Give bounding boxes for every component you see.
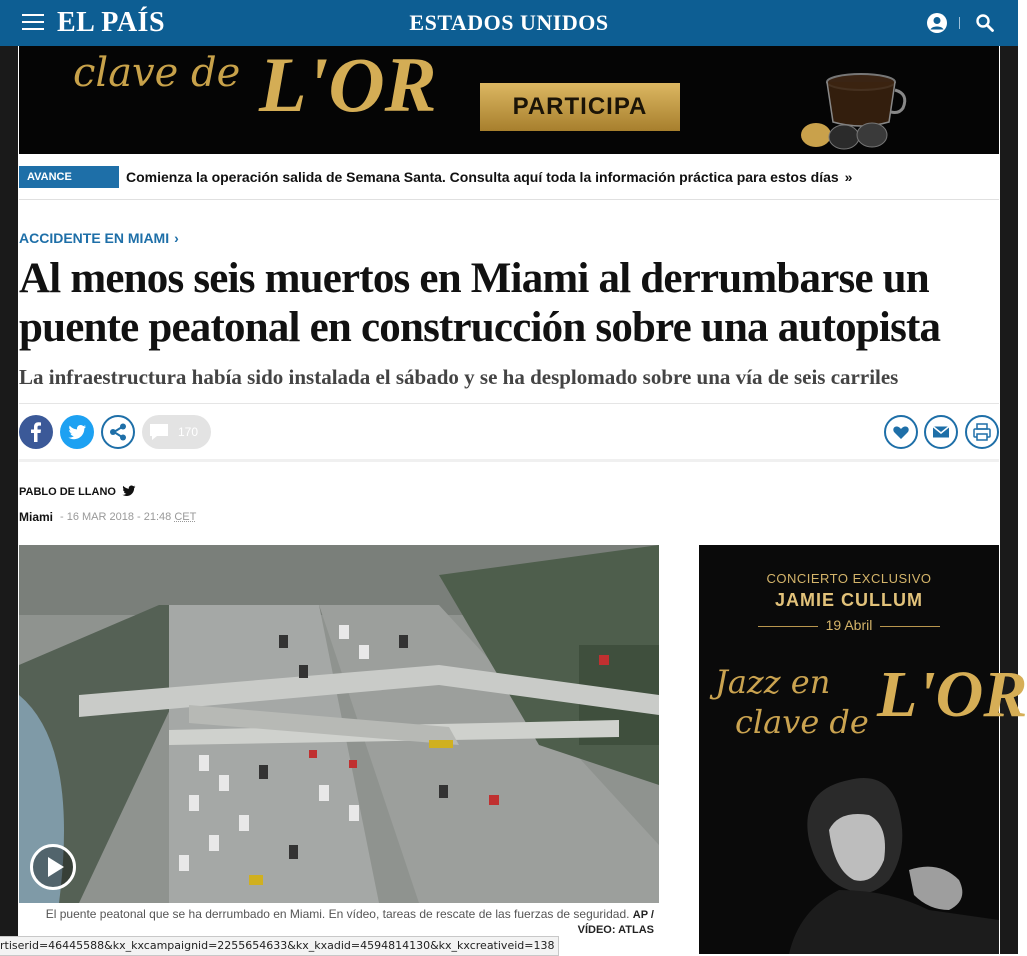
publish-date [60, 511, 196, 523]
user-icon[interactable] [926, 12, 948, 34]
print-button[interactable] [965, 415, 999, 449]
ad-script-line-1: Jazz en [715, 663, 831, 701]
menu-icon[interactable] [22, 14, 44, 32]
article-video[interactable] [19, 545, 659, 903]
coffee-capsules-icon [794, 111, 894, 151]
email-button[interactable] [924, 415, 958, 449]
avance-text: Comienza la operación salida de Semana Santa. Consulta aquí toda la información práctica para estos días [126, 169, 839, 185]
mail-icon [926, 417, 956, 447]
left-background [0, 46, 18, 954]
ad-brand-logo: L'OR [259, 41, 437, 128]
right-background [1000, 46, 1018, 954]
facebook-icon [19, 415, 53, 449]
search-icon[interactable] [974, 12, 996, 34]
caption-text: El puente peatonal que se ha derrumbado en Miami. En vídeo, tareas de rescate de las fuerzas de seguridad. [45, 907, 630, 921]
participa-button[interactable]: PARTICIPA [480, 83, 680, 131]
favorite-button[interactable] [884, 415, 918, 449]
twitter-icon[interactable] [122, 485, 136, 497]
ad-line-concert: CONCIERTO EXCLUSIVO [766, 571, 932, 586]
singer-photo [769, 770, 999, 954]
comments-button[interactable] [142, 415, 211, 449]
comment-icon [146, 415, 176, 449]
status-bar-url: rtiserid=46445588&kx_kxcampaignid=2255654633&kx_kxadid=4594814130&kx_kxcreativeid=138 [0, 936, 559, 956]
ad-line-artist: JAMIE CULLUM [775, 590, 923, 610]
site-logo[interactable]: EL PAÍS [57, 7, 166, 38]
ad-brand-logo: L'OR [877, 658, 1027, 731]
print-icon [967, 417, 997, 447]
divider [19, 403, 999, 404]
play-icon[interactable] [30, 844, 76, 890]
breaking-news-bar [19, 155, 999, 200]
author-name[interactable]: PABLO DE LLANO [19, 486, 116, 498]
avance-link[interactable] [126, 169, 852, 185]
kicker-label: ACCIDENTE EN MIAMI [19, 230, 170, 246]
date-text: - 16 MAR 2018 - 21:48 [60, 511, 172, 523]
comment-count: 170 [178, 425, 199, 439]
top-header [0, 0, 1018, 46]
divider [19, 459, 999, 462]
chevron-right-icon: › [174, 230, 179, 246]
ad-script-text: clave de [73, 50, 241, 96]
chevron-right-icon: » [844, 169, 853, 185]
section-kicker[interactable] [19, 230, 179, 246]
twitter-share-button[interactable] [60, 415, 94, 449]
share-button[interactable] [101, 415, 135, 449]
top-banner-ad[interactable] [19, 41, 999, 154]
ad-script-line-2: clave de [735, 703, 869, 741]
article-headline: Al menos seis muertos en Miami al derrumbarse un puente peatonal en construcción sobre una autopista [19, 255, 941, 351]
header-divider [959, 17, 960, 29]
bridge-collapse-image [19, 545, 659, 903]
facebook-share-button[interactable] [19, 415, 53, 449]
side-banner-ad[interactable] [699, 545, 1027, 954]
dateline-location: Miami [19, 510, 54, 524]
twitter-icon [60, 415, 94, 449]
article-subheadline: La infraestructura había sido instalada el sábado y se ha desplomado sobre una vía de seis carriles [19, 365, 899, 389]
ad-line-date: 19 Abril [699, 617, 999, 633]
photo-credit: AP / VÍDEO: ATLAS [577, 909, 654, 936]
edition-title[interactable]: ESTADOS UNIDOS [409, 10, 609, 35]
avance-badge: AVANCE [19, 166, 119, 188]
photo-caption [40, 907, 654, 937]
heart-icon [886, 417, 916, 447]
timezone: CET [174, 511, 197, 523]
share-icon [103, 417, 133, 447]
